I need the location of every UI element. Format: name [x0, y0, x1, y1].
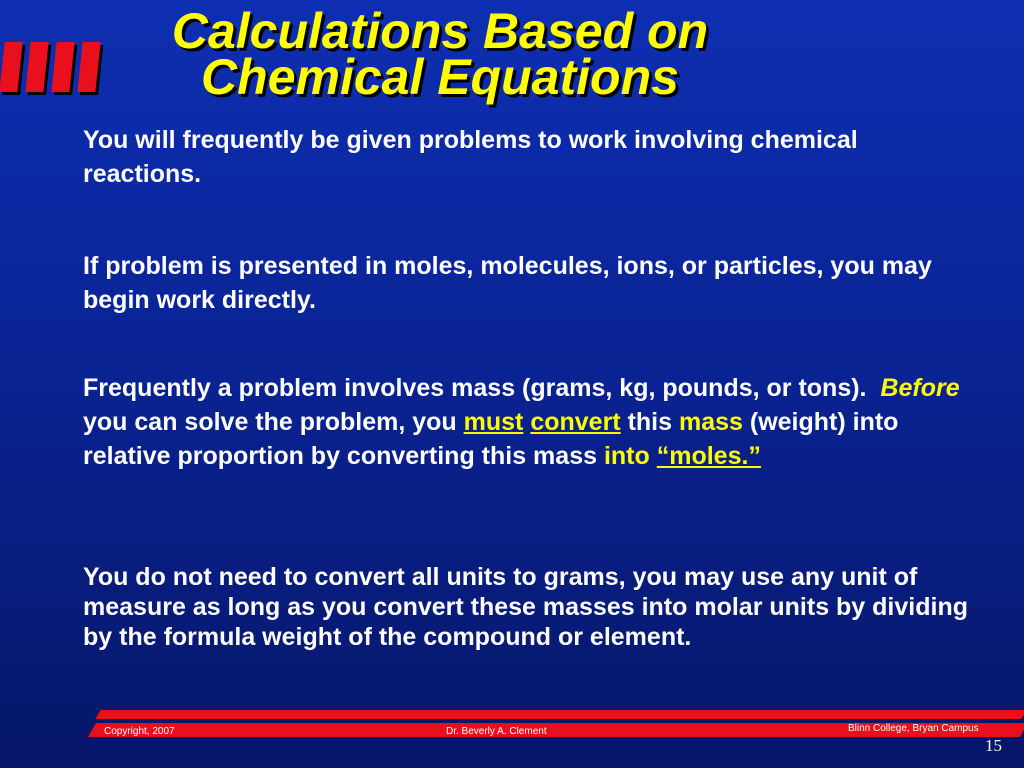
p3-text-2: you can solve the problem, you — [83, 408, 464, 436]
paragraph-3 — [83, 371, 973, 473]
logo-bar — [25, 42, 48, 92]
footer-copyright: Copyright, 2007 — [104, 726, 175, 737]
logo-bars — [0, 42, 108, 97]
title-line-1: Calculations Based on — [171, 3, 709, 59]
p3-moles: “moles.” — [656, 442, 761, 470]
title-line-2: Chemical Equations — [201, 49, 679, 105]
slide-title — [110, 3, 770, 105]
paragraph-4: You do not need to convert all units to grams, you may use any unit of measure as long as you convert these masses into molar units by dividing by the formula weight of the compound or element. — [83, 563, 968, 651]
p3-mass: mass — [678, 408, 743, 436]
p3-before: Before — [880, 374, 960, 402]
p3-into: into — [603, 442, 650, 470]
logo-bar — [51, 42, 74, 92]
p3-must: must — [463, 408, 524, 436]
footer-author: Dr. Beverly A. Clement — [446, 726, 547, 737]
p3-convert: convert — [530, 408, 621, 436]
p3-text-1: Frequently a problem involves mass (grams, kg, pounds, or tons). — [83, 374, 867, 402]
p3-text-4: (weight) into relative proportion by converting this mass — [83, 408, 899, 470]
paragraph-2: If problem is presented in moles, molecules, ions, or particles, you may begin work directly. — [83, 252, 932, 314]
footer-college: Blinn College, Bryan Campus — [848, 723, 979, 734]
page-number: 15 — [985, 736, 1002, 755]
p3-text-3: this — [620, 408, 679, 436]
footer-stripe-top — [95, 710, 1024, 719]
logo-bar — [0, 42, 23, 92]
paragraph-1: You will frequently be given problems to work involving chemical reactions. — [83, 126, 858, 188]
logo-bar — [77, 42, 100, 92]
